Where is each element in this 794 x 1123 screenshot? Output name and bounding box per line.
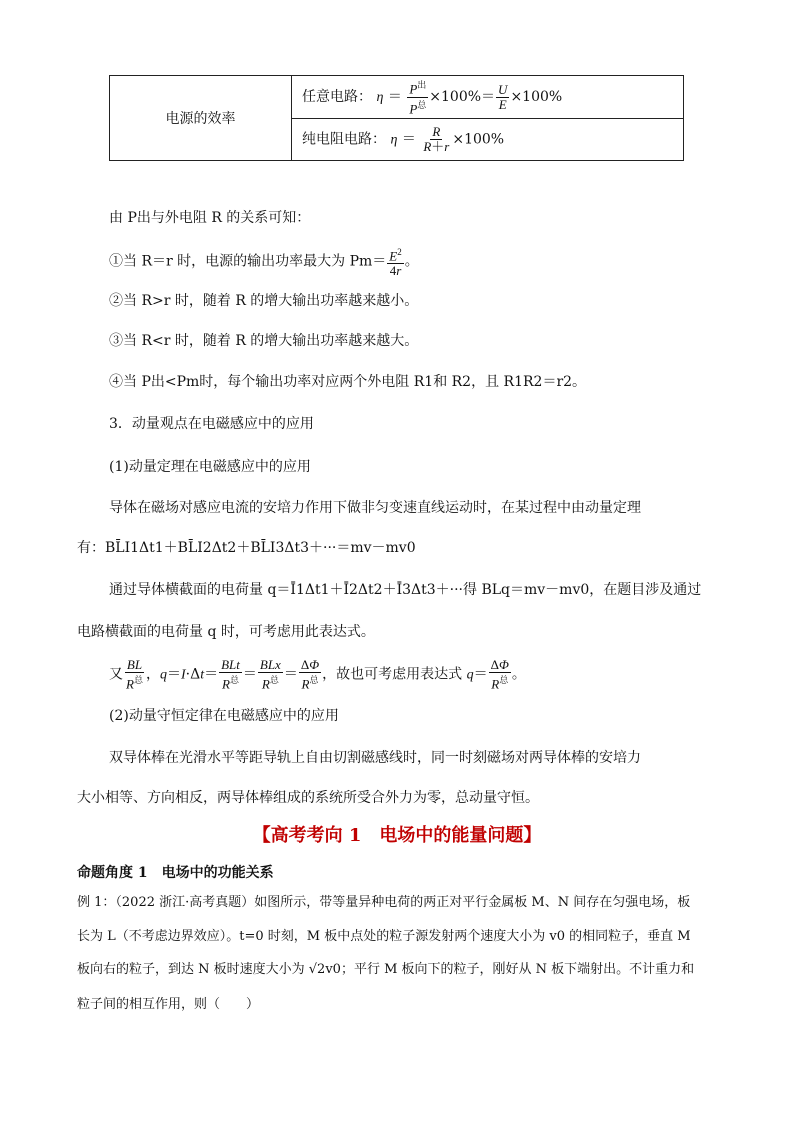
charge-fraction-t: $\frac{\text{BLt}}{R^总}$ [221, 657, 240, 692]
pmax-fraction: $\frac{E^2}{4r}$ [389, 247, 402, 279]
p3-suffix: ，故也可考虑用表达式 [322, 666, 463, 683]
current-fraction: $\frac{BL}{R^总}$ [126, 657, 143, 692]
charge-fraction-final: $\frac{\Delta\Phi}{R^总}$ [490, 657, 509, 692]
para-item2: ②当 R>r 时，随着 R 的增大输出功率越来越小。 [109, 293, 419, 309]
para-p2b: 电路横截面的电荷量 q 时，可考虑用此表达式。 [77, 624, 375, 640]
eta-fraction-voltage: $\frac{U}{E}$ [498, 81, 508, 112]
charge-fraction-flux: $\frac{\Delta\Phi}{R^总}$ [300, 657, 320, 692]
charge-fraction-x: $\frac{\text{BLx}}{R^总}$ [259, 657, 281, 692]
example-line2: 长为 L（不考虑边界效应）。t=0 时刻，M 板中点处的粒子源发射两个速度大小为 v0 的相同粒子，垂直 M [77, 929, 691, 944]
angle-title: 命题角度 1 电场中的功能关系 [77, 865, 274, 881]
example-line1: 例 1：（2022 浙江·高考真题）如图所示，带等量异种电荷的两正对平行金属板 M、N 间存在匀强电场，板 [77, 895, 691, 910]
para-item3: ③当 R<r 时，随着 R 的增大输出功率越来越大。 [109, 333, 419, 349]
eta-fraction-power: $\frac{P^出}{P^总}$ [409, 80, 427, 116]
para-p2a: 通过导体横截面的电荷量 q＝Ī1Δt1＋Ī2Δt2＋Ī3Δt3＋···得 BLq＝mv－mv0，在题目涉及通过 [109, 582, 702, 598]
table-row-general: 任意电路： η ＝ $\frac{P^出}{P^总}$ ×100%＝ $\frac{U}{E}$ ×100% [292, 76, 684, 119]
para-item4: ④当 P出<Pm时，每个输出功率对应两个外电阻 R1和 R2，且 R1R2＝r2。 [109, 374, 587, 390]
row1-prefix: 任意电路： [302, 89, 372, 105]
table-label: 电源的效率 [165, 111, 236, 127]
para-p4b: 大小相等、方向相反，两导体棒组成的系统所受合外力为零，总动量守恒。 [77, 790, 539, 806]
eta-fraction-resistance: $\frac{R}{R+r}$ [423, 124, 450, 154]
table-row-resistive: 纯电阻电路： η ＝ $\frac{R}{R+r}$ ×100% [292, 119, 684, 161]
heading-3-2: (2)动量守恒定律在电磁感应中的应用 [109, 708, 339, 724]
table-label-cell [110, 76, 292, 161]
para-intro: 由 P出与外电阻 R 的关系可知： [109, 210, 311, 226]
efficiency-table [109, 75, 684, 161]
para-p3: 又 $\frac{BL}{R^总}$ ，q＝I·Δt＝ $\frac{\text{BLt}}{R^总}$ ＝ $\frac{\text{BLx}}{R^总}$ ＝ $\frac{\Delta\Phi}{R^总}$ ，故也可考虑用表达式 q＝ $\frac{\Delta\Phi}{R^总}$ 。 [109, 657, 526, 692]
para-item1: ①当 R＝r 时，电源的输出功率最大为 Pm＝ $\frac{E^2}{4r}$ 。 [109, 247, 419, 279]
example-line4: 粒子间的相互作用，则（ ） [77, 997, 260, 1012]
heading-3: 3．动量观点在电磁感应中的应用 [109, 416, 314, 432]
item1-text: ①当 R＝r 时，电源的输出功率最大为 Pm＝ [109, 253, 387, 270]
para-p1a: 导体在磁场对感应电流的安培力作用下做非匀变速直线运动时，在某过程中由动量定理 [109, 500, 641, 516]
p3-prefix: 又 [109, 666, 123, 683]
para-p1b: 有：BL̄I1Δt1＋BL̄I2Δt2＋BL̄I3Δt3＋···＝mv－mv0 [77, 540, 416, 556]
section-title: 【高考考向 1 电场中的能量问题】 [252, 825, 542, 846]
row2-prefix: 纯电阻电路： [302, 131, 386, 148]
para-p4a: 双导体棒在光滑水平等距导轨上自由切割磁感线时，同一时刻磁场对两导体棒的安培力 [109, 750, 641, 766]
heading-3-1: (1)动量定理在电磁感应中的应用 [109, 459, 311, 475]
example-line3: 板向右的粒子，到达 N 板时速度大小为 √2v0；平行 M 板向下的粒子，刚好从 N 板下端射出。不计重力和 [77, 962, 695, 977]
